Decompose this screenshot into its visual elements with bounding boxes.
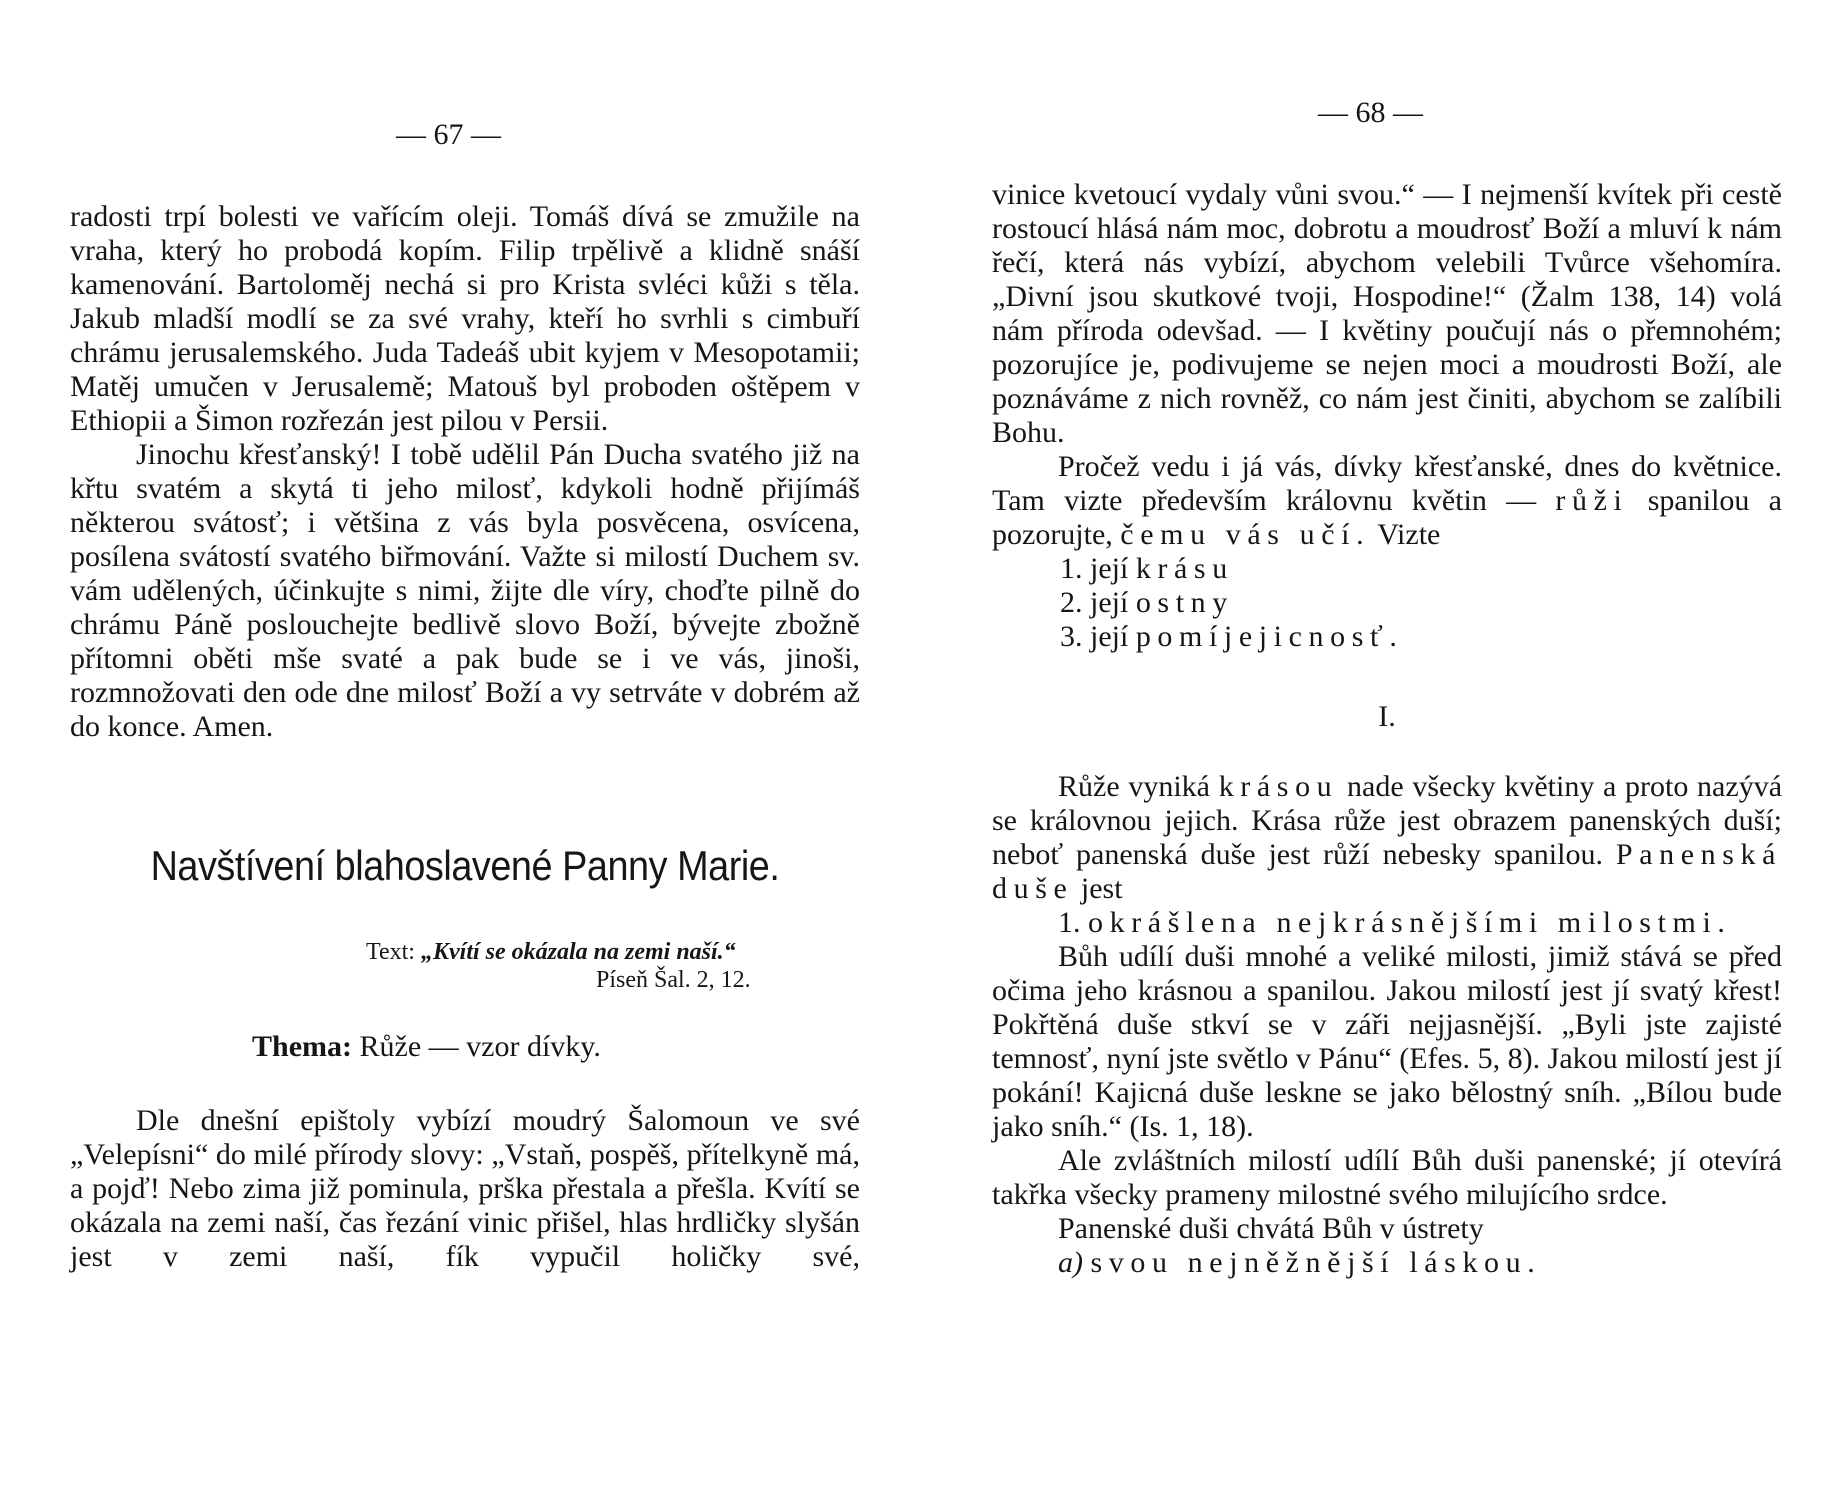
- paragraph: Dle dnešní epištoly vybízí moudrý Šalomoun ve své „Velepísni“ do milé přírody slovy: „Vstaň, pospěš, přítelkyně má, a pojď! Nebo zima již pominula, prška přestala a přešla. Kvítí se okázala na zemi naší, čas řezání vinic přišel, hlas hrdličky slyšán jest v zemi naší, fík vypučil holičky své,: [70, 1104, 860, 1273]
- thema-text: Růže — vzor dívky.: [359, 1030, 601, 1063]
- page-number: — 67 —: [396, 118, 501, 151]
- text-label: Text:: [366, 939, 415, 965]
- numbered-list: [992, 552, 1782, 654]
- right-page-body: [992, 178, 1782, 1280]
- text-quote: „Kvítí se okázala na zemi naší.“: [420, 939, 736, 965]
- paragraph: Panenské duši chvátá Bůh v ústrety: [1058, 1212, 1484, 1245]
- paragraph: vinice kvetoucí vydaly vůni svou.“ — I nejmenší kvítek při cestě rostoucí hlásá nám moc, dobrotu a moudrosť Boží a mluví k nám řečí, která nás vybízí, abychom velebili Tvůrce všehomíra. „Divní jsou skutkové tvoji, Hospodine!“ (Žalm 138, 14) volá nám příroda odevšad. — I květiny poučují nás o přemnohém; pozorujíce je, podivujeme se nejen moci a moudrosti Boží, ale poznáváme z nich rovněž, co nám jest činiti, abychom se zalíbili Bohu.: [992, 178, 1782, 449]
- paragraph: radosti trpí bolesti ve vařícím oleji. Tomáš dívá se zmužile na vraha, který ho probodá kopím. Filip trpělivě a klidně snáší kamenování. Bartoloměj nechá si pro Krista svléci kůži s těla. Jakub mladší modlí se za své vrahy, kteří ho svrhli s cimbuří chrámu jerusalemského. Juda Tadeáš ubit kyjem v Mesopotamii; Matěj umučen v Jerusalemě; Matouš byl proboden oštěpem v Ethiopii a Šimon rozřezán jest pilou v Persii.: [70, 200, 860, 437]
- section-numeral: I.: [1378, 700, 1396, 733]
- paragraph: Jinochu křesťanský! I tobě udělil Pán Ducha svatého již na křtu svatém a skytá ti jeho milosť, kdykoli hodně přijímáš některou svátosť; i většina z vás byla posvěcena, osvícena, posílena svátostí svatého biřmování. Važte si milostí Duchem sv. vám udělených, účinkujte s nimi, žijte dle víry, choďte pilně do chrámu Páně poslouchejte bedlivě slovo Boží, bývejte zbožně přítomni oběti mše svaté a pak bude se i ve vás, jinoši, rozmnožovati den ode dne milosť Boží a vy setrváte v dobrém až do konce. Amen.: [70, 438, 860, 743]
- scripture-text: [70, 938, 860, 994]
- sermon-title: Navštívení blahoslavené Panny Marie.: [150, 842, 780, 889]
- paragraph: Ale zvláštních milostí udílí Bůh duši panenské; jí otevírá takřka všecky prameny milostné svého milujícího srdce.: [992, 1144, 1782, 1211]
- paragraph: Růže vyniká krásou nade všecky květiny a proto nazývá se královnou jejich. Krása růže jest obrazem panenských duší; neboť panenská duše jest růží nebesky spanilou. Panenská duše jest: [992, 770, 1783, 905]
- page-number: — 68 —: [1318, 96, 1423, 129]
- paragraph: Pročež vedu i já vás, dívky křesťanské, dnes do květnice. Tam vizte především královnu květin — růži spanilou a pozorujte, čemu vás učí. Vizte: [992, 450, 1782, 551]
- point-heading: a) svou nejněžnější láskou.: [1058, 1246, 1542, 1279]
- left-page-body: [70, 200, 860, 1274]
- thema: [70, 1030, 860, 1064]
- text-source: Píseň Šal. 2, 12.: [596, 967, 751, 993]
- list-item: 3. její pomíjejicnosť.: [1060, 620, 1404, 653]
- paragraph: Bůh udílí duši mnohé a veliké milosti, jimiž stává se před očima jeho krásnou a spanilou. Jakou milostí jest jí svatý křest! Pokřtěná duše stkví se v záři nejjasnější. „Byli jste zajisté temnosť, nyní jste světlo v Pánu“ (Efes. 5, 8). Jakou milostí jest jí pokání! Kajicná duše leskne se jako bělostný sníh. „Bílou bude jako sníh.“ (Is. 1, 18).: [992, 940, 1782, 1143]
- list-item: 1. její krásu: [1060, 552, 1234, 585]
- thema-label: Thema:: [252, 1030, 352, 1063]
- list-item: 2. její ostny: [1060, 586, 1234, 619]
- point-heading: 1. okrášlena nejkrásnějšími milostmi.: [1058, 906, 1732, 939]
